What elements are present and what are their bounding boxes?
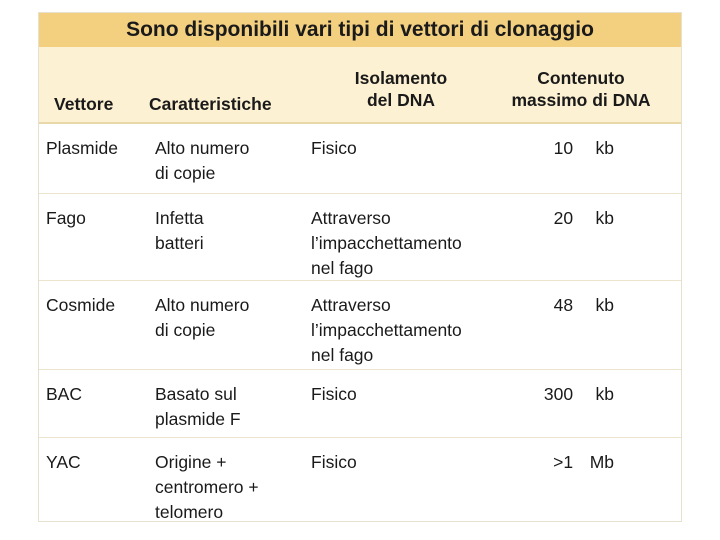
cell-value: 10 (553, 138, 574, 158)
cell-unit: kb (595, 384, 614, 404)
header-isolamento: Isolamento del DNA (354, 68, 448, 110)
cell-caratteristiche: Basato sul plasmide F (155, 384, 241, 429)
cell-vettore: Cosmide (46, 295, 116, 315)
cell-contenuto (554, 293, 614, 318)
cell-isolamento: Fisico (311, 138, 357, 158)
cell-value: 48 (553, 295, 574, 315)
cell-caratteristiche: Infetta batteri (155, 208, 204, 253)
cell-unit: Mb (589, 452, 614, 472)
cell-isolamento: Attraverso l’impacchettamento nel fago (311, 295, 462, 365)
table-row (39, 281, 681, 370)
cell-contenuto (554, 206, 614, 231)
title-bar (39, 13, 681, 47)
cell-unit: kb (595, 295, 614, 315)
cell-isolamento: Fisico (311, 452, 357, 472)
table-header (39, 47, 681, 124)
cell-unit: kb (595, 208, 614, 228)
cell-isolamento: Fisico (311, 384, 357, 404)
cell-vettore: Plasmide (46, 138, 118, 158)
header-caratteristiche: Caratteristiche (149, 94, 272, 114)
table-row (39, 194, 681, 281)
cell-caratteristiche: Alto numero di copie (155, 138, 250, 183)
cell-value: 20 (553, 208, 574, 228)
cell-value: >1 (553, 452, 574, 472)
cell-vettore: BAC (46, 384, 82, 404)
cell-caratteristiche: Alto numero di copie (155, 295, 250, 340)
cell-isolamento: Attraverso l’impacchettamento nel fago (311, 208, 462, 278)
header-vettore: Vettore (54, 94, 114, 114)
table-title: Sono disponibili vari tipi di vettori di clonaggio (126, 18, 594, 41)
cell-unit: kb (595, 138, 614, 158)
cell-contenuto (553, 450, 614, 475)
vectors-table-card (38, 12, 682, 522)
cell-value: 300 (543, 384, 574, 404)
table-row (39, 124, 681, 194)
cell-contenuto (554, 136, 614, 161)
cell-caratteristiche: Origine + centromero + telomero (155, 452, 259, 522)
table-row (39, 438, 681, 522)
table-row (39, 370, 681, 438)
cell-vettore: Fago (46, 208, 86, 228)
cell-vettore: YAC (46, 452, 81, 472)
cell-contenuto (544, 382, 614, 407)
header-contenuto: Contenuto massimo di DNA (511, 68, 651, 110)
